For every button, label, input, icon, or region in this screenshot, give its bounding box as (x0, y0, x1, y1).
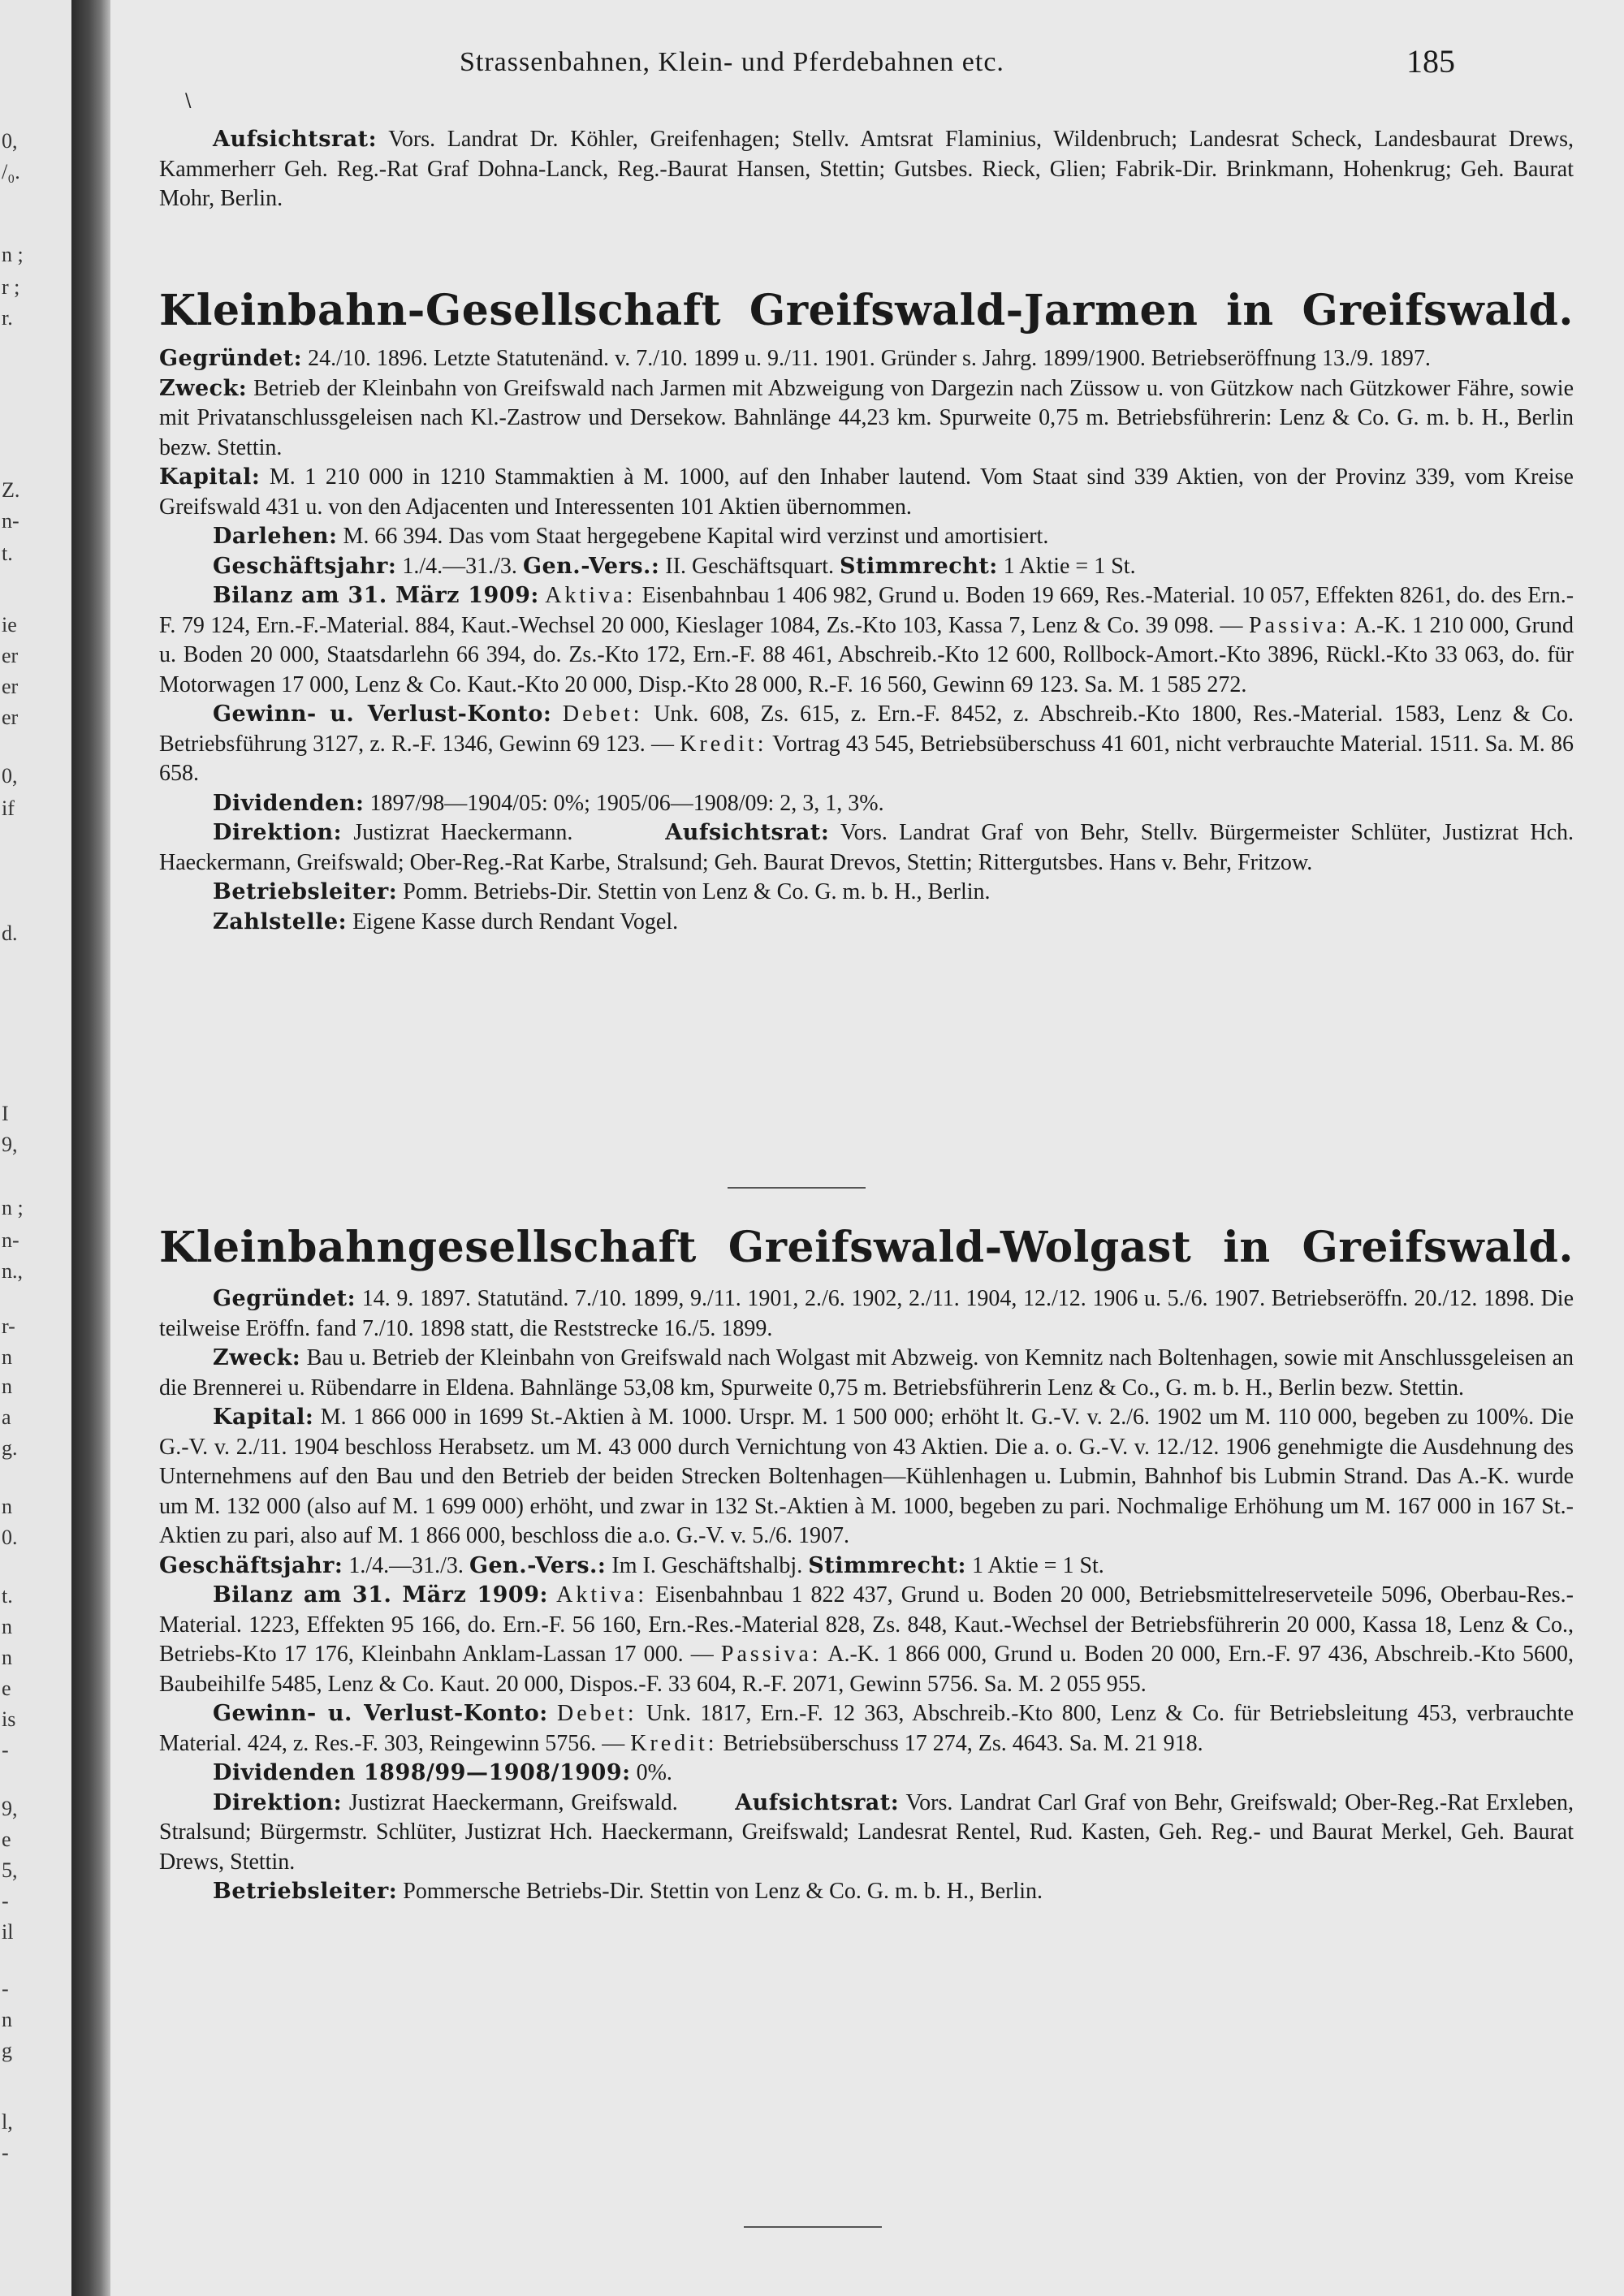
zweck-text: Bau u. Betrieb der Kleinbahn von Greifswald nach Wolgast mit Abzweig. von Kemnitz nach Boltenhagen, sowie mit Anschlussgeleisen an die Brennerei u. Rübendarre in Eldena. Bahnlänge 53,08 km, Spurweite 0,75 m. Betriebsführerin Lenz & Co., G. m. b. H., Berlin bezw. Stettin. (159, 1345, 1574, 1400)
prev-page-fragment: t. (2, 1584, 13, 1608)
aufsichtsrat-label: Aufsichtsrat: (213, 127, 378, 152)
section2-body (159, 1284, 1574, 1907)
gegruendet-text: 14. 9. 1897. Statutänd. 7./10. 1899, 9./11. 1901, 2./6. 1902, 2./11. 1904, 12./12. 1906 u. 5./6. 1907. Betriebseröffn. 20./12. 1898. Die teilweise Eröffn. fand 7./10. 1898 statt, die Reststrecke 16./5. 1899. (159, 1286, 1574, 1341)
stimmrecht-label: Stimmrecht: (808, 1552, 966, 1578)
gegruendet-label: Gegründet: (213, 1286, 356, 1311)
prev-page-fragment: n- (2, 509, 19, 533)
betriebsleiter-text: Pommersche Betriebs-Dir. Stettin von Lenz & Co. G. m. b. H., Berlin. (397, 1879, 1043, 1904)
prev-page-fragment: er (2, 706, 19, 729)
prev-page-fragment: - (2, 1977, 9, 2000)
aufsichtsrat-text: Vors. Landrat Carl Graf von Behr, Greifswald; Ober-Reg.-Rat Erxleben, Stralsund; Bürgermstr. Schlüter, Justizrat Hch. Haeckermann, Greifswald; Landesrat Rentel, Rud. Kasten, Geh. Reg.- und Baurat Merkel, Geh. Baurat Drews, Stettin. (159, 1789, 1574, 1875)
guv-label: Gewinn- u. Verlust-Konto: (213, 1701, 548, 1726)
prev-page-fragment: /₀. (2, 160, 20, 183)
prev-page-fragment: if (2, 796, 15, 820)
prev-page-fragment: n (2, 1345, 12, 1369)
prev-page-fragment: 9, (2, 1797, 18, 1820)
prev-page-fragment: n (2, 1495, 12, 1518)
genvers-label: Gen.-Vers.: (522, 553, 660, 579)
prev-page-fragment: n (2, 1375, 12, 1398)
stimmrecht-text: 1 Aktie = 1 St. (966, 1552, 1104, 1578)
zweck-text: Betrieb der Kleinbahn von Greifswald nach Jarmen mit Abzweigung von Dargezin nach Züssow u. von Gützkow nach Gützkower Fähre, sowie mit Privatanschlussgeleisen nach Kl.-Zastrow und Dersekow. Bahnlänge 44,23 km. Spurweite 0,75 m. Betriebsführerin: Lenz & Co. G. m. b. H., Berlin bezw. Stettin. (159, 375, 1574, 460)
aufsichtsrat-text: Vors. Landrat Dr. Köhler, Greifenhagen; Stellv. Amtsrat Flaminius, Wildenbruch; Landesrat Scheck, Landesbaurat Drews, Kammerherr Geh. Reg.-Rat Graf Dohna-Lanck, Reg.-Baurat Hansen, Stettin; Gutsbes. Rieck, Glien; Fabrik-Dir. Brinkmann, Hohenkrug; Geh. Baurat Mohr, Berlin. (159, 127, 1574, 211)
direktion-label: Direktion: (213, 820, 343, 845)
kapital-label: Kapital: (159, 464, 261, 490)
dividenden-label: Dividenden 1898/99—1908/1909: (213, 1760, 631, 1785)
prev-page-fragment: I (2, 1102, 9, 1125)
aktiva-word: Aktiva: (556, 1582, 648, 1608)
tick-mark: \ (185, 91, 192, 111)
prev-page-fragment: n., (2, 1259, 23, 1283)
gegruendet-text: 24./10. 1896. Letzte Statutenänd. v. 7./10. 1899 u. 9./11. 1901. Gründer s. Jahrg. 1899/1900. Betriebseröffnung 13./9. 1897. (302, 346, 1431, 371)
prev-page-fragment: a (2, 1405, 11, 1429)
stimmrecht-text: 1 Aktie = 1 St. (997, 553, 1136, 579)
previous-page-margin (0, 0, 71, 2296)
page-number: 185 (1406, 43, 1455, 80)
prev-page-fragment: e (2, 1677, 11, 1700)
betriebsleiter-text: Pomm. Betriebs-Dir. Stettin von Lenz & Co. G. m. b. H., Berlin. (397, 879, 991, 904)
zahlstelle-text: Eigene Kasse durch Rendant Vogel. (347, 908, 679, 934)
guv-kredit: Vortrag 43 545, Betriebsüberschuss 41 601, nicht verbrauchte Material. 1511. Sa. M. 86 658. (159, 731, 1574, 786)
genvers-text: Im I. Geschäftshalbj. (606, 1552, 809, 1578)
carryover-entry (159, 125, 1574, 214)
prev-page-fragment: t. (2, 542, 13, 565)
bilanz-passiva: A.-K. 1 866 000, Grund u. Boden 20 000, Ern.-F. 97 436, Abschreib.-Kto 5600, Baubeihilfe 5485, Lenz & Co. Kaut. 20 000, Dispos.-F. 33 604, R.-F. 2071, Gewinn 5756. Sa. M. 2 055 955. (159, 1642, 1574, 1697)
geschaeftsjahr-label: Geschäftsjahr: (213, 553, 397, 579)
bilanz-aktiva: Eisenbahnbau 1 406 982, Grund u. Boden 19 669, Res.-Material. 10 057, Effekten 8261, do. des Ern.-F. 79 124, Ern.-F.-Material. 884, Kaut.-Wechsel 20 000, Kieslager 1084, Zs.-Kto 103, Kassa 7, Lenz & Co. 39 098. — (159, 583, 1574, 638)
prev-page-fragment: - (2, 1738, 9, 1762)
darlehen-text: M. 66 394. Das vom Staat hergegebene Kapital wird verzinst und amortisiert. (337, 524, 1049, 549)
page (110, 0, 1624, 2296)
darlehen-label: Darlehen: (213, 524, 338, 549)
kapital-text: M. 1 210 000 in 1210 Stammaktien à M. 1000, auf den Inhaber lautend. Vom Staat sind 339 Aktien, von der Provinz 339, vom Kreise Greifswald 431 u. von den Adjacenten und Interessenten 101 Aktien übernommen. (159, 464, 1574, 520)
geschaeftsjahr-text: 1./4.—31./3. (396, 553, 523, 579)
book-gutter (71, 0, 110, 2296)
direktion-label: Direktion: (213, 1789, 343, 1815)
dividenden-label: Dividenden: (213, 790, 365, 816)
debet-word: Debet: (556, 1701, 637, 1726)
kredit-word: Kredit: (630, 1730, 718, 1756)
prev-page-fragment: n (2, 1615, 12, 1638)
betriebsleiter-label: Betriebsleiter: (213, 1879, 398, 1904)
section1-body (159, 344, 1574, 937)
dividenden-text: 1897/98—1904/05: 0%; 1905/06—1908/09: 2, 3, 1, 3%. (364, 790, 884, 816)
aktiva-word: Aktiva: (545, 583, 637, 608)
prev-page-fragment: e (2, 1828, 11, 1851)
prev-page-fragment: is (2, 1707, 16, 1731)
prev-page-fragment: 0, (2, 129, 18, 153)
debet-word: Debet: (562, 701, 643, 727)
kredit-word: Kredit: (680, 731, 767, 757)
prev-page-fragment: er (2, 675, 19, 698)
prev-page-fragment: Z. (2, 478, 20, 502)
gegruendet-label: Gegründet: (159, 346, 303, 371)
bilanz-label: Bilanz am 31. März 1909: (213, 583, 539, 608)
prev-page-fragment: g (2, 2039, 12, 2062)
guv-debet: Unk. 1817, Ern.-F. 12 363, Abschreib.-Kto 800, Lenz & Co. für Betriebsleitung 453, verbrauchte Material. 424, z. Res.-F. 303, Reingewinn 5756. — (159, 1701, 1574, 1756)
prev-page-fragment: 5, (2, 1858, 18, 1882)
prev-page-fragment: r ; (2, 275, 20, 299)
prev-page-fragment: g. (2, 1436, 18, 1460)
kapital-text: M. 1 866 000 in 1699 St.-Aktien à M. 1000. Urspr. M. 1 500 000; erhöht lt. G.-V. v. 2./6. 1902 um M. 110 000, begeben zu 100%. Die G.-V. v. 2./11. 1904 beschloss Herabsetz. um M. 43 000 durch Vernichtung von 43 Aktien. Die a. o. G.-V. v. 12./12. 1906 genehmigte die Ausdehnung des Unternehmens auf den Bau und den Betrieb der beiden Strecken Boltenhagen—Kühlenhagen u. Lubmin, Bahnhof bis Lubmin Strand. Das A.-K. wurde um M. 132 000 (also auf M. 1 699 000) erhöht, und zwar in 132 St.-Aktien à M. 1000, begeben zu pari. Nochmalige Erhöhung um M. 167 000 in 167 St.-Aktien zu pari, also auf M. 1 866 000, beschloss die a.o. G.-V. v. 5./6. 1907. (159, 1405, 1574, 1548)
prev-page-fragment: 0. (2, 1526, 18, 1549)
stimmrecht-label: Stimmrecht: (839, 553, 998, 579)
prev-page-fragment: n- (2, 1228, 19, 1252)
section-divider-bottom (744, 2226, 882, 2228)
prev-page-fragment: r. (2, 306, 13, 330)
bilanz-aktiva: Eisenbahnbau 1 822 437, Grund u. Boden 20 000, Betriebsmittelreserveteile 5096, Oberbau-Res.-Material. 1223, Effekten 95 166, do. Ern.-F. 56 160, Ern.-Res.-Material 828, Zs. 848, Kaut.-Wechsel der Betriebsführerin 20 000, Kassa 18, Lenz & Co., Betriebs-Kto 17 176, Kleinbahn Anklam-Lassan 17 000. — (159, 1582, 1574, 1667)
kapital-label: Kapital: (213, 1405, 314, 1430)
direktion-text: Justizrat Haeckermann. (342, 820, 573, 845)
prev-page-fragment: d. (2, 921, 18, 945)
direktion-text: Justizrat Haeckermann, Greifswald. (342, 1789, 685, 1815)
prev-page-fragment: 0, (2, 764, 18, 788)
genvers-text: II. Geschäftsquart. (659, 553, 840, 579)
aufsichtsrat-text: Vors. Landrat Graf von Behr, Stellv. Bürgermeister Schlüter, Justizrat Hch. Haeckermann, Greifswald; Ober-Reg.-Rat Karbe, Stralsund; Geh. Baurat Drevos, Stettin; Rittergutsbes. Hans v. Behr, Fritzow. (159, 820, 1574, 875)
aufsichtsrat-label: Aufsichtsrat: (665, 820, 830, 845)
aufsichtsrat-label: Aufsichtsrat: (735, 1789, 900, 1815)
bilanz-passiva: A.-K. 1 210 000, Grund u. Boden 20 000, Staatsdarlehn 66 394, do. Zs.-Kto 172, Ern.-F. 88 461, Abschreib.-Kto 12 600, Rollbock-Amort.-Kto 3896, Rückl.-Kto 33 063, do. für Motorwagen 17 000, Lenz & Co. Kaut.-Kto 20 000, Disp.-Kto 28 000, R.-F. 16 560, Gewinn 69 123. Sa. M. 1 585 272. (159, 612, 1574, 697)
prev-page-fragment: - (2, 2141, 9, 2164)
prev-page-fragment: l, (2, 2110, 13, 2134)
running-head: Strassenbahnen, Klein- und Pferdebahnen etc. (460, 47, 1004, 77)
prev-page-fragment: er (2, 644, 19, 667)
passiva-word: Passiva: (720, 1642, 822, 1667)
guv-label: Gewinn- u. Verlust-Konto: (213, 701, 552, 727)
prev-page-fragment: 9, (2, 1133, 18, 1156)
prev-page-fragment: r- (2, 1314, 15, 1338)
geschaeftsjahr-label: Geschäftsjahr: (159, 1552, 343, 1578)
section1-title: Kleinbahn-Gesellschaft Greifswald-Jarmen in Greifswald. (159, 286, 1574, 335)
zweck-label: Zweck: (159, 375, 248, 401)
genvers-label: Gen.-Vers.: (469, 1552, 607, 1578)
prev-page-fragment: n ; (2, 1196, 24, 1219)
dividenden-text: 0%. (630, 1760, 672, 1785)
zahlstelle-label: Zahlstelle: (213, 908, 348, 934)
passiva-word: Passiva: (1249, 612, 1350, 638)
geschaeftsjahr-text: 1./4.—31./3. (343, 1552, 469, 1578)
prev-page-fragment: n (2, 2008, 12, 2031)
prev-page-fragment: il (2, 1920, 14, 1944)
zweck-label: Zweck: (213, 1345, 301, 1370)
section2-title: Kleinbahngesellschaft Greifswald-Wolgast in Greifswald. (159, 1223, 1574, 1272)
guv-kredit: Betriebsüberschuss 17 274, Zs. 4643. Sa. M. 21 918. (717, 1730, 1203, 1756)
prev-page-fragment: n (2, 1646, 12, 1669)
prev-page-fragment: ie (2, 613, 17, 637)
section-divider (728, 1187, 866, 1189)
bilanz-label: Bilanz am 31. März 1909: (213, 1582, 548, 1608)
guv-debet: Unk. 608, Zs. 615, z. Ern.-F. 8452, z. Abschreib.-Kto 1800, Res.-Material. 1583, Lenz & Co. Betriebsführung 3127, z. R.-F. 1346, Gewinn 69 123. — (159, 701, 1574, 757)
prev-page-fragment: n ; (2, 243, 24, 266)
prev-page-fragment: - (2, 1889, 9, 1913)
betriebsleiter-label: Betriebsleiter: (213, 879, 398, 904)
